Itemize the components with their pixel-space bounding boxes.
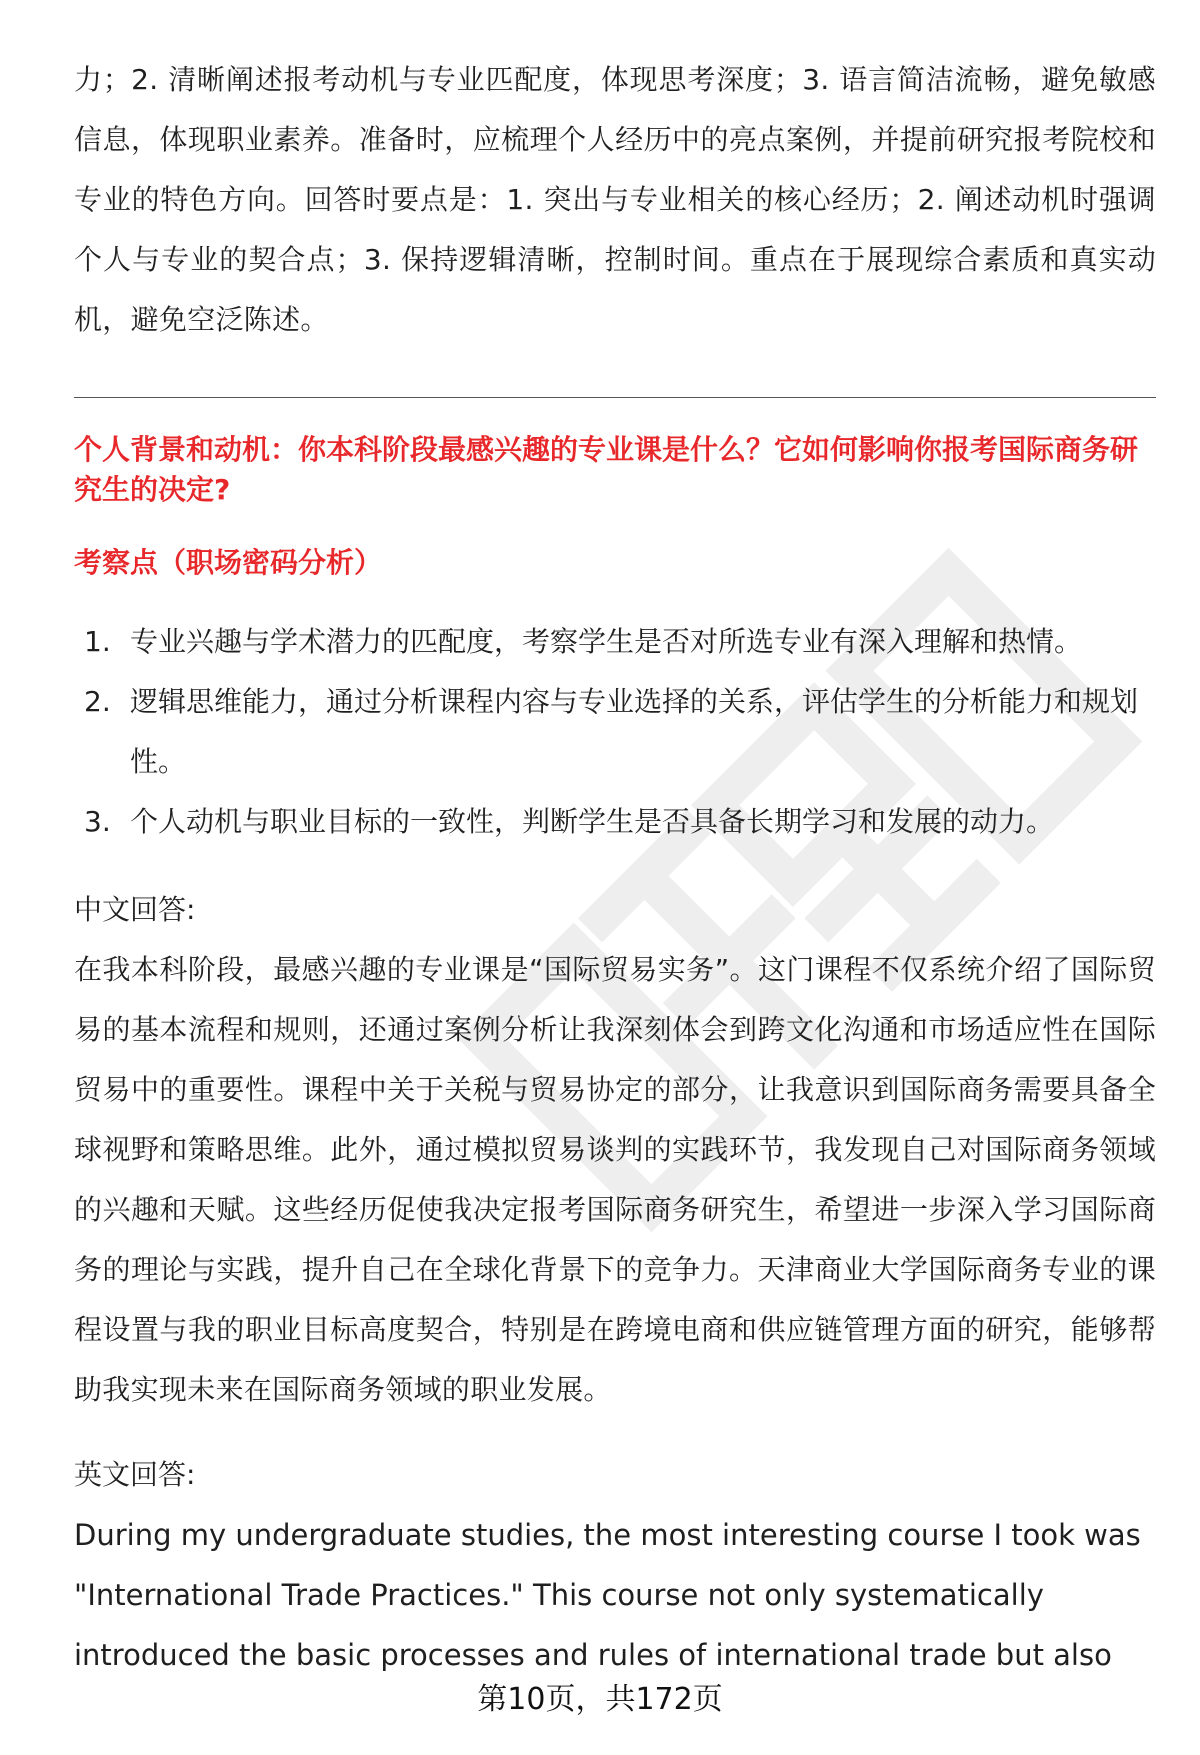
list-item [84, 612, 1156, 672]
english-answer-label: 英文回答: [74, 1458, 196, 1491]
list-item-text: 专业兴趣与学术潜力的匹配度，考察学生是否对所选专业有深入理解和热情。 [130, 625, 1083, 658]
assessment-points-list [84, 612, 1156, 852]
list-item [84, 792, 1156, 852]
list-item-text: 个人动机与职业目标的一致性，判断学生是否具备长期学习和发展的动力。 [130, 805, 1055, 838]
list-item [84, 672, 1156, 792]
section-divider [74, 397, 1156, 398]
assessment-points-heading: 考察点（职场密码分析） [74, 546, 383, 579]
list-item-number: 3. [84, 805, 111, 838]
chinese-answer-paragraph: 在我本科阶段，最感兴趣的专业课是“国际贸易实务”。这门课程不仅系统介绍了国际贸易的基本流程和规则，还通过案例分析让我深刻体会到跨文化沟通和市场适应性在国际贸易中的重要性。课程中关于关税与贸易协定的部分，让我意识到国际商务需要具备全球视野和策略思维。此外，通过模拟贸易谈判的实践环节，我发现自己对国际商务领域的兴趣和天赋。这些经历促使我决定报考国际商务研究生，希望进一步深入学习国际商务的理论与实践，提升自己在全球化背景下的竞争力。天津商业大学国际商务专业的课程设置与我的职业目标高度契合，特别是在跨境电商和供应链管理方面的研究，能够帮助我实现未来在国际商务领域的职业发展。 [74, 953, 1156, 1406]
list-item-number: 2. [84, 685, 111, 718]
question-heading: 个人背景和动机：你本科阶段最感兴趣的专业课是什么？它如何影响你报考国际商务研究生的决定? [74, 433, 1139, 506]
intro-paragraph: 力；2. 清晰阐述报考动机与专业匹配度，体现思考深度；3. 语言简洁流畅，避免敏感信息，体现职业素养。准备时，应梳理个人经历中的亮点案例，并提前研究报考院校和专业的特色方向。回答时要点是：1. 突出与专业相关的核心经历；2. 阐述动机时强调个人与专业的契合点；3. 保持逻辑清晰，控制时间。重点在于展现综合素质和真实动机，避免空泛陈述。 [74, 63, 1156, 336]
list-item-text: 逻辑思维能力，通过分析课程内容与专业选择的关系，评估学生的分析能力和规划性。 [130, 685, 1139, 778]
page-footer: 第10页，共172页 [477, 1682, 723, 1717]
chinese-answer-label: 中文回答: [74, 893, 196, 926]
english-answer-paragraph: During my undergraduate studies, the most interesting course I took was "International Trade Practices." This course not only systematically introduced the basic processes and rules of international trade but also [74, 1518, 1141, 1672]
list-item-number: 1. [84, 625, 111, 658]
